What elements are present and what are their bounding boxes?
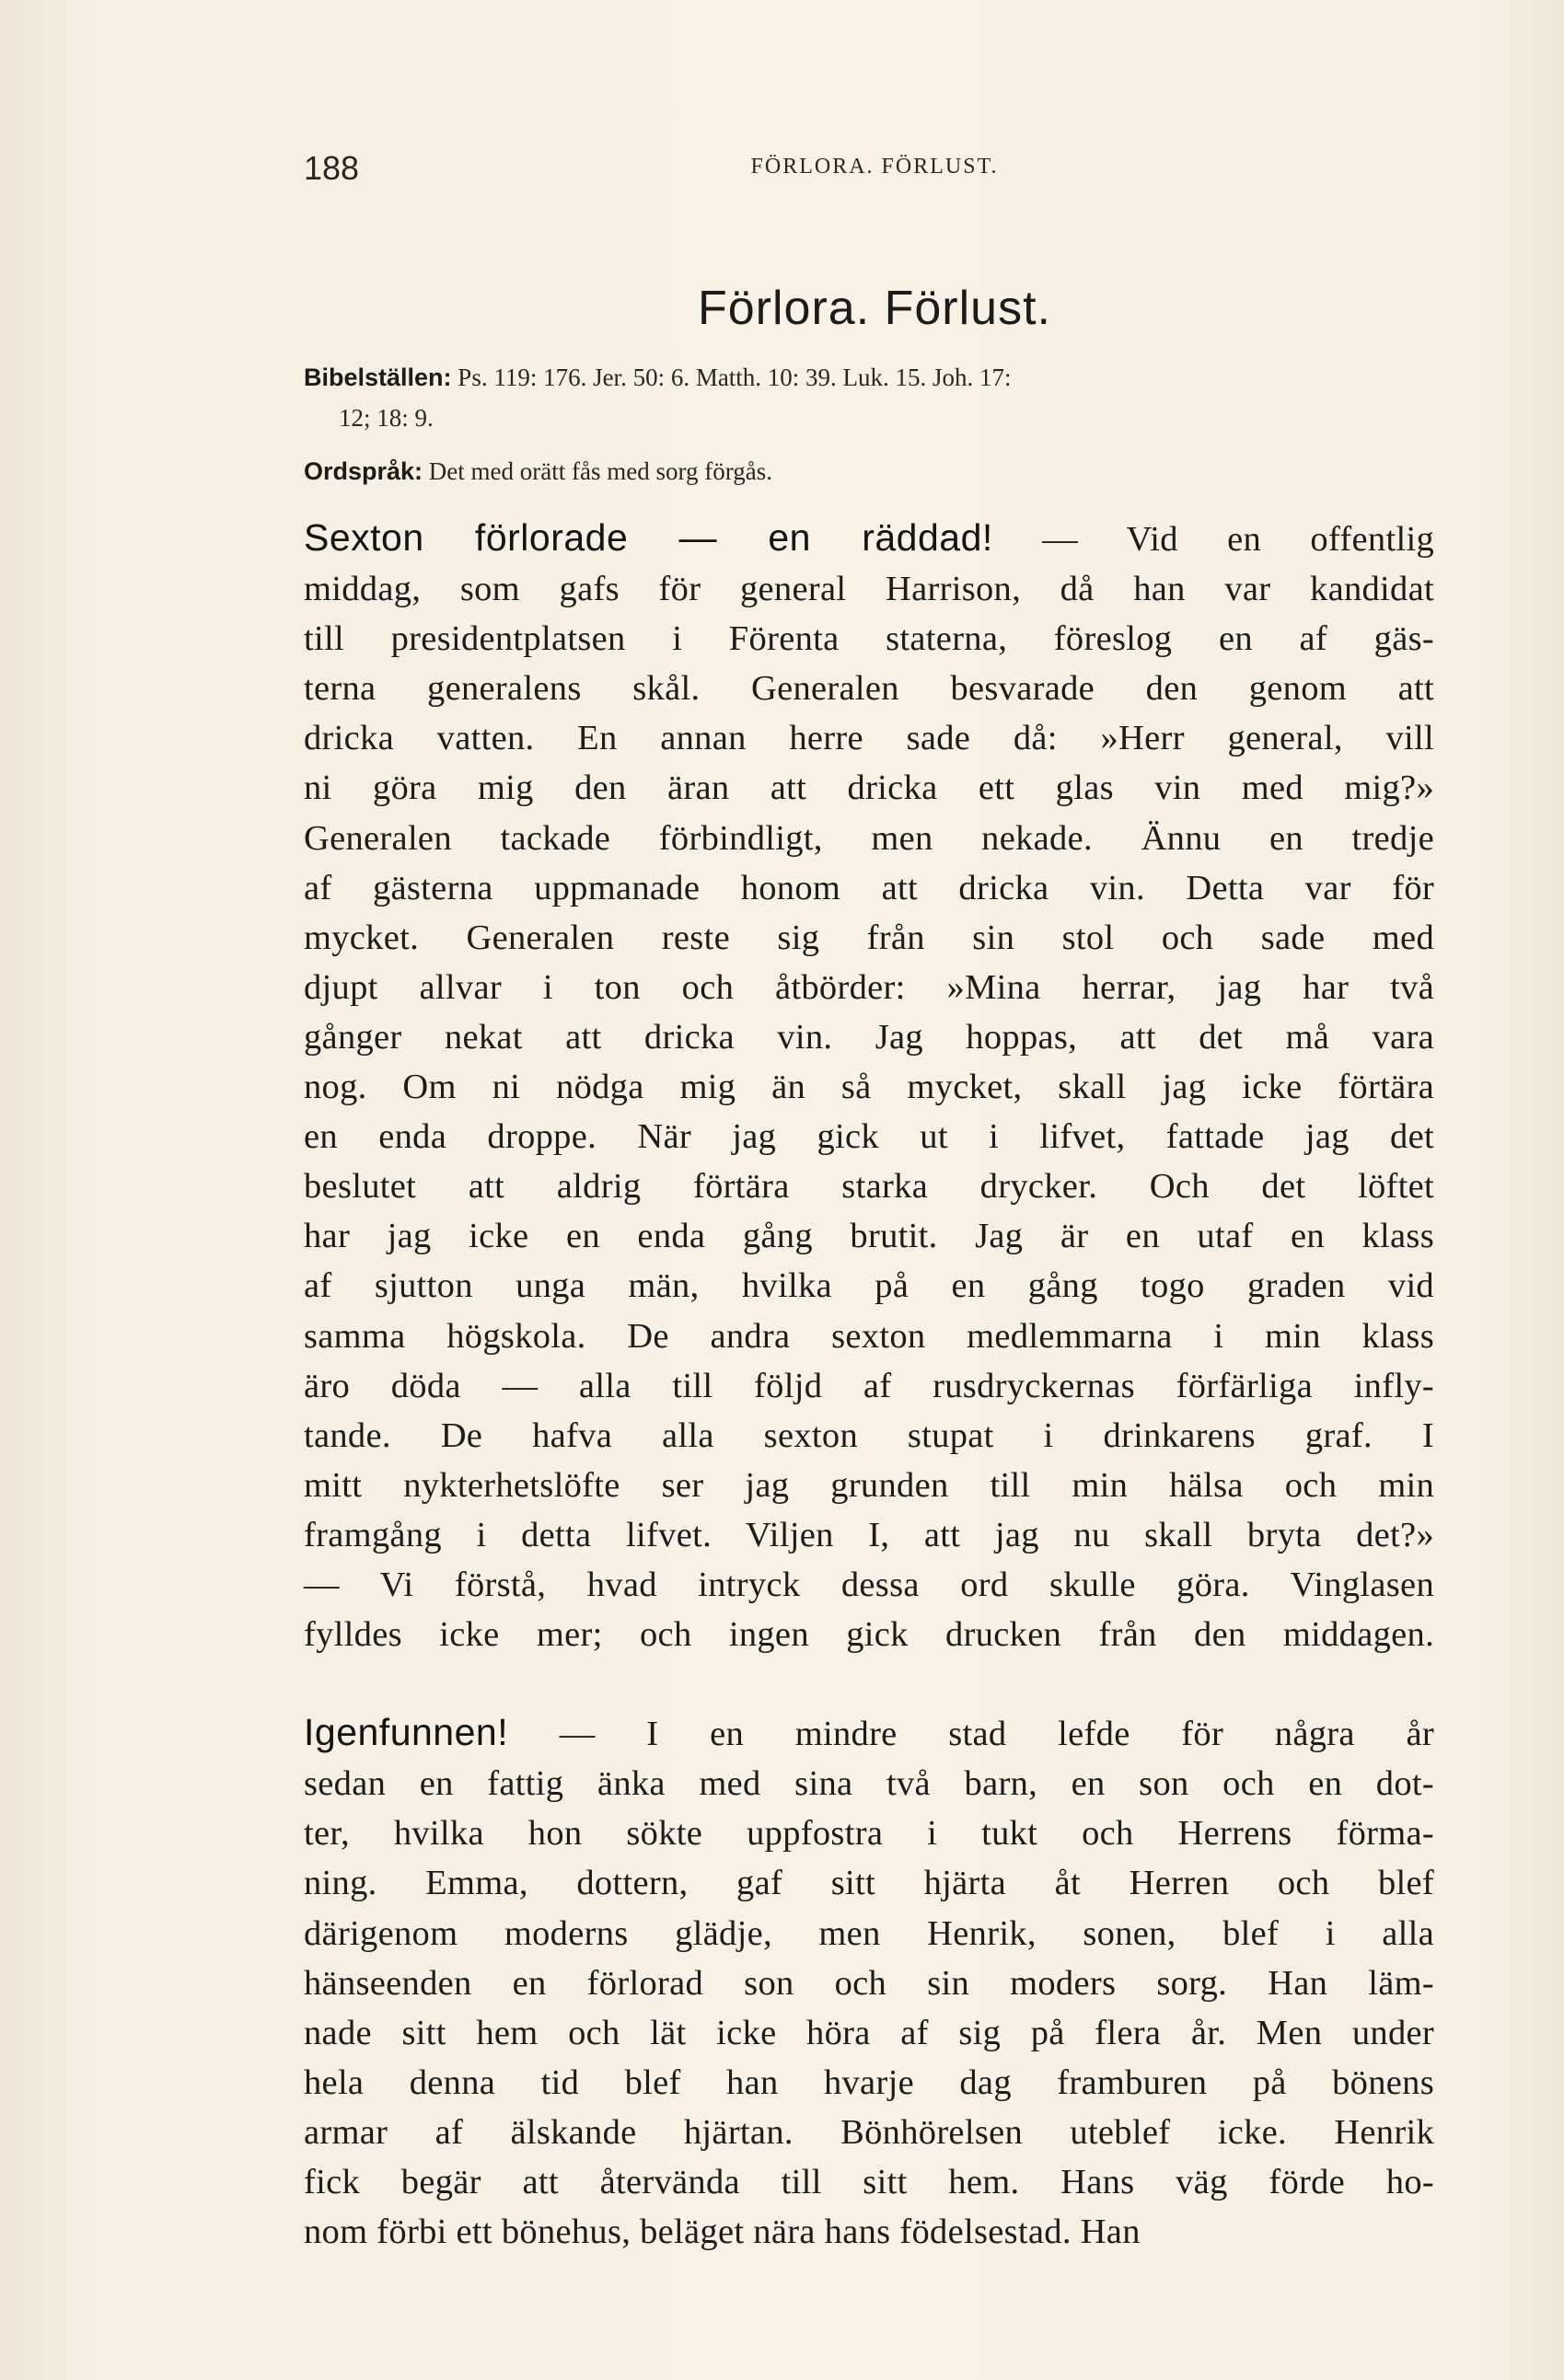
bible-references-label: Bibelställen: — [304, 364, 452, 391]
text-line: till presidentplatsen i Förenta staterna, föreslog en af gäs- — [304, 619, 1434, 659]
text-line — [304, 513, 1434, 564]
text-line: därigenom moderns glädje, men Henrik, sonen, blef i alla — [304, 1913, 1434, 1953]
text-line: af sjutton unga män, hvilka på en gång togo graden vid — [304, 1266, 1434, 1306]
text-line: hela denna tid blef han hvarje dag framburen på bönens — [304, 2062, 1434, 2102]
text-line-content: — Vid en offentlig — [992, 520, 1434, 559]
running-head — [304, 149, 1445, 191]
bible-references-line-1: Ps. 119: 176. Jer. 50: 6. Matth. 10: 39. Luk. 15. Joh. 17: — [458, 364, 1012, 391]
text-line: en enda droppe. När jag gick ut i lifvet, fattade jag det — [304, 1117, 1434, 1157]
text-line: fylldes icke mer; och ingen gick drucken från den middagen. — [304, 1615, 1434, 1655]
text-line: mitt nykterhetslöfte ser jag grunden till min hälsa och min — [304, 1465, 1434, 1505]
text-line: samma högskola. De andra sexton medlemmarna i min klass — [304, 1316, 1434, 1356]
text-line: dricka vatten. En annan herre sade då: »Herr general, vill — [304, 719, 1434, 758]
text-line: äro döda — alla till följd af rusdryckernas förfärliga infly- — [304, 1366, 1434, 1405]
text-line: djupt allvar i ton och åtbörder: »Mina herrar, jag har två — [304, 967, 1434, 1007]
body-text — [304, 513, 1434, 2257]
section-heading: Igenfunnen! — [304, 1711, 509, 1754]
references-block — [304, 357, 1445, 491]
text-line: nog. Om ni nödga mig än så mycket, skall jag icke förtära — [304, 1068, 1434, 1107]
text-line: nom förbi ett bönehus, beläget nära hans födelsestad. Han — [304, 2212, 1141, 2252]
text-line: af gästerna uppmanade honom att dricka vin. Detta var för — [304, 868, 1434, 907]
text-line-content: — I en mindre stad lefde för några år — [508, 1715, 1434, 1754]
text-line — [304, 1707, 1434, 1759]
text-line: beslutet att aldrig förtära starka drycker. Och det löftet — [304, 1167, 1434, 1207]
proverb-text: Det med orätt fås med sorg förgås. — [428, 457, 772, 485]
running-title: FÖRLORA. FÖRLUST. — [750, 155, 999, 179]
bible-references-line-2: 12; 18: 9. — [339, 404, 434, 432]
text-line: mycket. Generalen reste sig från sin stol och sade med — [304, 918, 1434, 957]
text-line: ni göra mig den äran att dricka ett glas vin med mig?» — [304, 768, 1434, 808]
proverb — [304, 451, 1445, 491]
text-line: Generalen tackade förbindligt, men nekade. Ännu en tredje — [304, 818, 1434, 858]
section-igenfunnen — [304, 1707, 1434, 2257]
text-line: hänseenden en förlorad son och sin moders sorg. Han läm- — [304, 1963, 1434, 2003]
section-sexton-forlorade — [304, 513, 1434, 1659]
bible-references — [304, 357, 1445, 398]
text-line: fick begär att återvända till sitt hem. Hans väg förde ho- — [304, 2163, 1434, 2201]
text-line: terna generalens skål. Generalen besvarade den genom att — [304, 669, 1434, 709]
text-line: — Vi förstå, hvad intryck dessa ord skulle göra. Vinglasen — [304, 1565, 1434, 1604]
text-line: armar af älskande hjärtan. Bönhörelsen uteblef icke. Henrik — [304, 2112, 1434, 2152]
text-line: sedan en fattig änka med sina två barn, en son och en dot- — [304, 1764, 1434, 1804]
text-line: gånger nekat att dricka vin. Jag hoppas, att det må vara — [304, 1017, 1434, 1057]
text-line: ning. Emma, dottern, gaf sitt hjärta åt Herren och blef — [304, 1864, 1434, 1903]
page-number: 188 — [304, 149, 360, 187]
text-line: nade sitt hem och lät icke höra af sig på flera år. Men under — [304, 2013, 1434, 2052]
text-line: tande. De hafva alla sexton stupat i drinkarens graf. I — [304, 1415, 1434, 1455]
proverb-label: Ordspråk: — [304, 457, 423, 485]
section-heading: Sexton förlorade — en räddad! — [304, 516, 993, 559]
section-gap — [304, 1659, 1434, 1707]
chapter-title: Förlora. Förlust. — [698, 282, 1051, 335]
text-line: middag, som gafs för general Harrison, då han var kandidat — [304, 570, 1434, 609]
text-line: framgång i detta lifvet. Viljen I, att jag nu skall bryta det?» — [304, 1515, 1434, 1554]
text-line: ter, hvilka hon sökte uppfostra i tukt och Herrens förma- — [304, 1814, 1434, 1854]
text-line: har jag icke en enda gång brutit. Jag är en utaf en klass — [304, 1217, 1434, 1256]
